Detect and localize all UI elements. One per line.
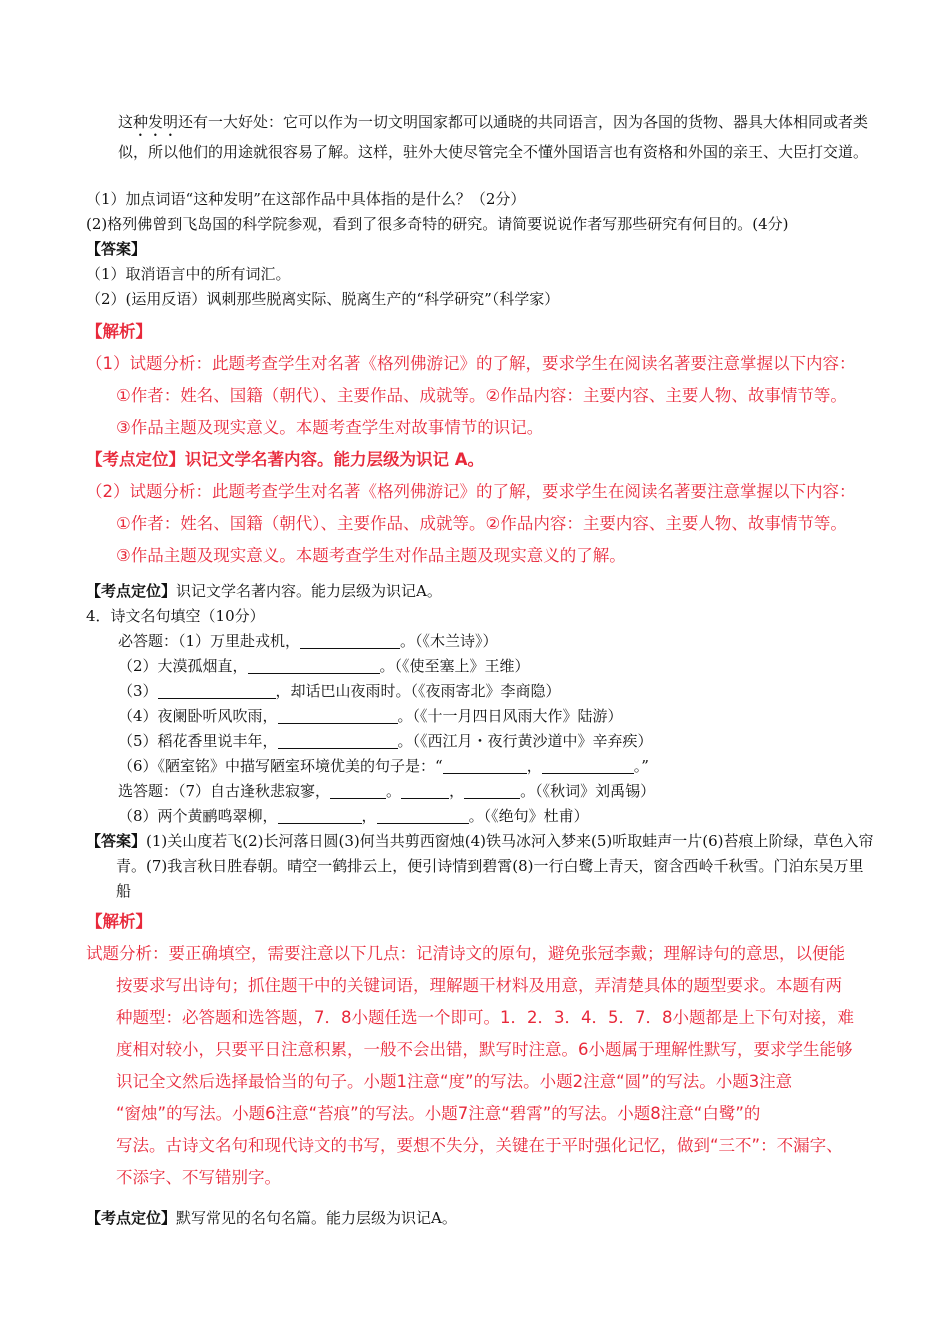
q4-line-8: （8）两个黄鹂鸣翠柳， ， 。（《绝句》杜甫） [118, 807, 589, 825]
analysis-section [86, 316, 876, 572]
answer-blank[interactable] [377, 807, 469, 824]
question-1: （1）加点词语“这种发明”在这部作品中具体指的是什么？（2分） [86, 190, 526, 208]
q4-line-7: 选答题：（7）自古逢秋悲寂寥， 。 ， 。（《秋词》刘禹锡） [118, 782, 656, 800]
answer-blank[interactable] [158, 682, 276, 699]
answer-4: 【答案】(1)关山度若飞(2)长河落日圆(3)何当共剪西窗烛(4)铁马冰河入梦来(5)听取蛙声一片(6)苔痕上阶绿，草色入帘青。(7)我言秋日胜春朝。晴空一鹤排云上，便引诗情到碧霄(8)一行白鹭上青天，窗含西岭千秋雪。门泊东吴万里船 [86, 832, 874, 900]
analysis-1-line-1: （1）试题分析：此题考查学生对名著《格列佛游记》的了解，要求学生在阅读名著要注意掌握以下内容： [86, 354, 856, 373]
answer-blank[interactable] [464, 782, 520, 799]
keypoint-1: 【考点定位】识记文学名著内容。能力层级为识记 A。 [86, 450, 485, 469]
q4-line-1: 必答题：（1）万里赴戎机， 。（《木兰诗》） [118, 632, 498, 650]
question-2: (2)格列佛曾到飞岛国的科学院参观，看到了很多奇特的研究。请简要说说作者写那些研究有何目的。(4分) [86, 215, 789, 233]
analysis-2-line-2: ①作者：姓名、国籍（朝代）、主要作品、成就等。②作品内容：主要内容、主要人物、故事情节等。 [116, 514, 847, 533]
answer-blank[interactable] [278, 707, 398, 724]
q4-line-3: （3） ，却话巴山夜雨时。（《夜雨寄北》李商隐） [118, 682, 561, 700]
analysis-1-line-3: ③作品主题及现实意义。本题考查学生对故事情节的识记。 [116, 418, 544, 437]
passage-paragraph: 这种发明还有一大好处：它可以作为一切文明国家都可以通晓的共同语言，因为各国的货物、器具大体相同或者类似，所以他们的用途就很容易了解。这样，驻外大使尽管完全不懂外国语言也有资格和外国的亲王、大臣打交道。 [118, 113, 869, 161]
analysis-4: 【解析】 试题分析：要正确填空，需要注意以下几点：记清诗文的原句，避免张冠李戴；理解诗句的意思，以便能 按要求写出诗句；抓住题干中的关键词语，理解题干材料及用意，弄清楚具体的题型要求。本题有两 种题型：必答题和选答题，7．8小题任选一个即可。1．2．3．4．5．7．8小题都是上下句对接，难 度相对较小，只要平日注意积累，一般不会出错，默写时注意。6小题属于理解性默写，要求学生能够 识记全文然后选择最恰当的句子。小题1注意“度”的写法。小题2注意“圆”的写法。小题3注意 “窗烛”的写法。小题6注意“苔痕”的写法。小题7注意“碧霄”的写法。小题8注意“白鹭”的 写法。古诗文名句和现代诗文的书写，要想不失分，关键在于平时强化记忆，做到“三不”：不漏字、 不添字、不写错别字。 [86, 906, 876, 1194]
dotted-phrase: 种发明 [133, 113, 179, 131]
q4-line-4: （4）夜阑卧听风吹雨， 。（《十一月四日风雨大作》陆游） [118, 707, 623, 725]
answer-blank[interactable] [542, 757, 634, 774]
answer-blank[interactable] [278, 732, 398, 749]
q4-line-6: （6）《陋室铭》中描写陋室环境优美的句子是：“ ， 。” [118, 757, 649, 775]
answer-blank[interactable] [248, 657, 380, 674]
answer-blank[interactable] [300, 632, 400, 649]
question-4 [86, 604, 876, 829]
answer-label: 【答案】 [86, 240, 147, 258]
analysis-1-line-2: ①作者：姓名、国籍（朝代）、主要作品、成就等。②作品内容：主要内容、主要人物、故事情节等。 [116, 386, 847, 405]
answer-blank[interactable] [443, 757, 527, 774]
keypoint-4: 【考点定位】默写常见的名句名篇。能力层级为识记A。 [86, 1209, 457, 1227]
q4-title: 4．诗文名句填空（10分） [86, 607, 265, 625]
answer-2: （2）(运用反语）讽刺那些脱离实际、脱离生产的“科学研究”（科学家） [86, 290, 560, 308]
q4-line-5: （5）稻花香里说丰年， 。（《西江月・夜行黄沙道中》辛弃疾） [118, 732, 653, 750]
analysis-2-line-1: （2）试题分析：此题考查学生对名著《格列佛游记》的了解，要求学生在阅读名著要注意掌握以下内容： [86, 482, 856, 501]
answer-blank[interactable] [401, 782, 449, 799]
analysis-label: 【解析】 [86, 322, 152, 341]
questions [86, 187, 876, 312]
answer-blank[interactable] [330, 782, 386, 799]
answer-blank[interactable] [278, 807, 362, 824]
analysis-2-line-3: ③作品主题及现实意义。本题考查学生对作品主题及现实意义的了解。 [116, 546, 626, 565]
answer-1: （1）取消语言中的所有词汇。 [86, 265, 291, 283]
passage [86, 110, 876, 165]
q4-line-2: （2）大漠孤烟直， 。（《使至塞上》王维） [118, 657, 530, 675]
analysis-4-label: 【解析】 [86, 912, 152, 931]
keypoint-2: 【考点定位】识记文学名著内容。能力层级为识记A。 [86, 582, 442, 600]
